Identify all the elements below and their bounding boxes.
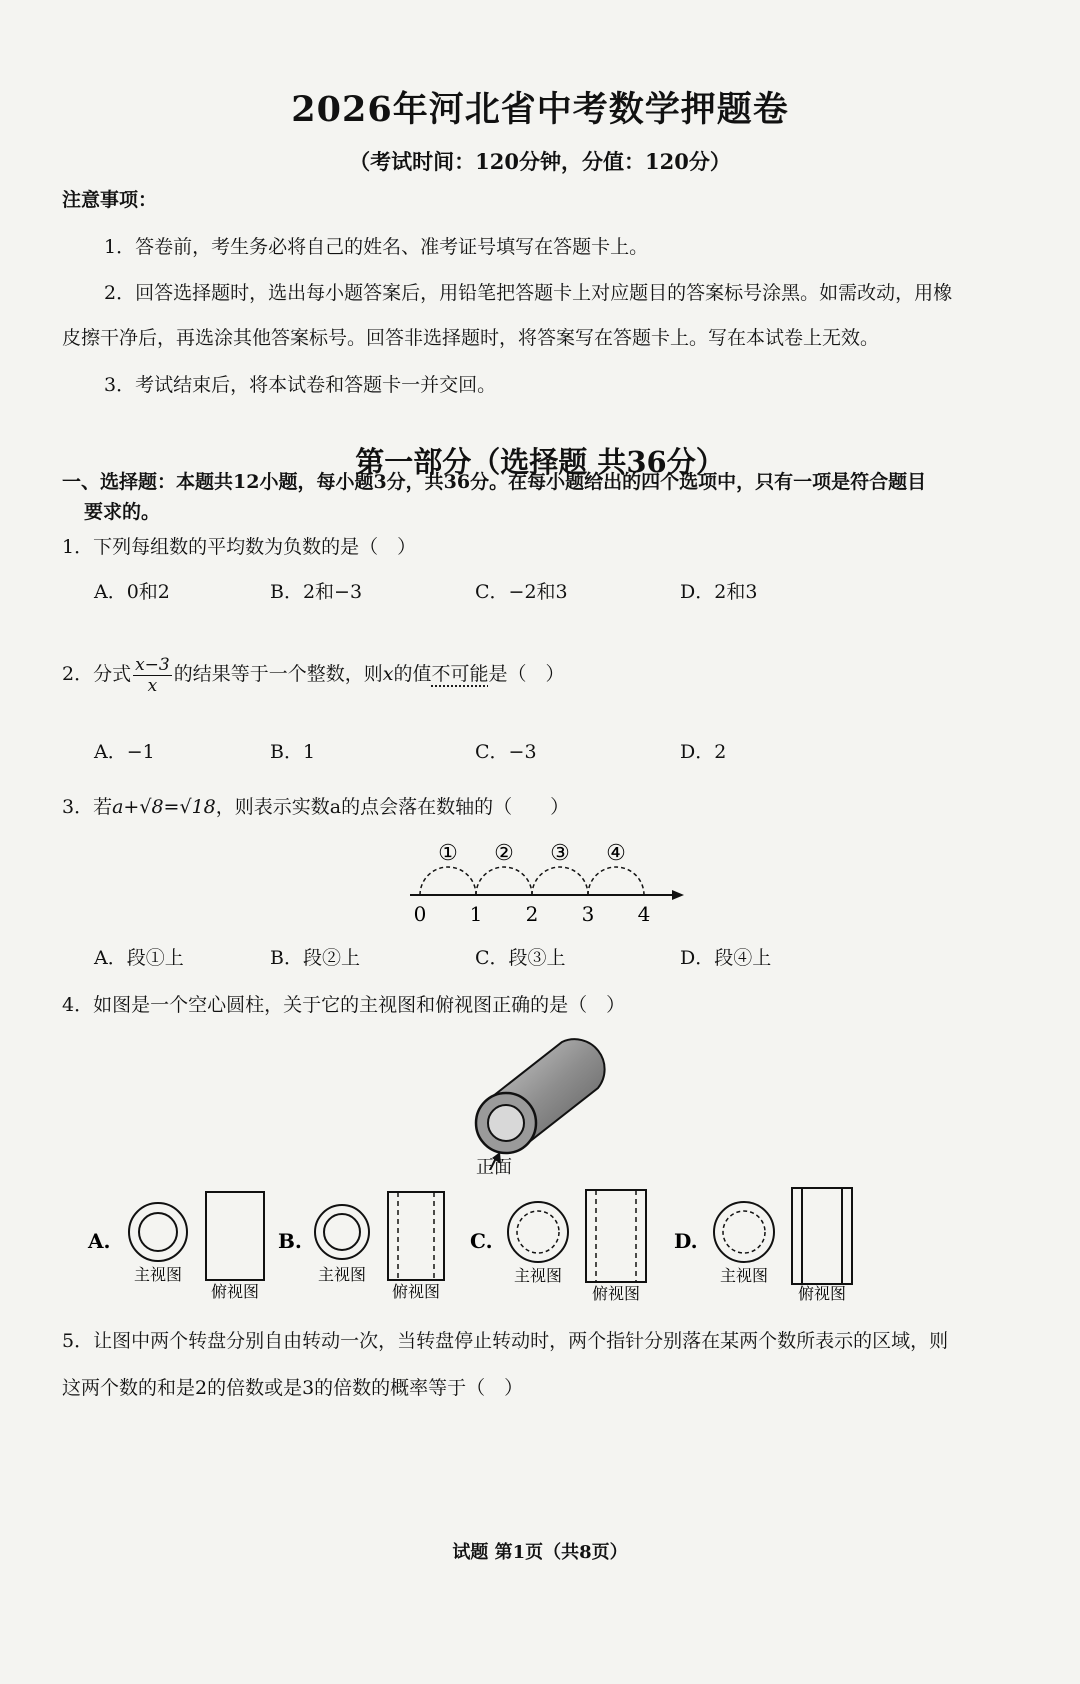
q4-c-main-inner-circle (517, 1211, 559, 1253)
q2-mid: 的结果等于一个整数，则 (173, 663, 383, 685)
q4-d-main-label: 主视图 (719, 1266, 769, 1285)
q4-b-main-label: 主视图 (317, 1265, 367, 1284)
hollow-cylinder-figure (470, 1030, 620, 1170)
q3-stem (62, 792, 569, 819)
q4-a-top-label: 俯视图 (210, 1282, 260, 1301)
q3-option-b: B．段②上 (270, 947, 360, 969)
q4-option-b-label: B. (278, 1229, 302, 1253)
q5-stem-line1: 5．让图中两个转盘分别自由转动一次，当转盘停止转动时，两个指针分别落在某两个数所表示的区域，则 (62, 1330, 949, 1352)
section-intro-line1: 一、选择题：本题共12小题，每小题3分，共36分。在每小题给出的四个选项中，只有一项是符合题目 (62, 471, 927, 493)
tick-label-2: 2 (525, 902, 539, 926)
q2-prefix: 2．分式 (62, 663, 132, 685)
q1-stem: 1．下列每组数的平均数为负数的是（ ） (62, 536, 417, 558)
front-view-label: 正面 (476, 1157, 512, 1178)
tick-label-3: 3 (581, 902, 595, 926)
q2-option-a: A．−1 (94, 741, 155, 763)
q4-options-figure (80, 1180, 880, 1320)
exam-info: （考试时间：120分钟，分值：120分） (349, 149, 731, 174)
q4-d-top-label: 俯视图 (797, 1284, 847, 1303)
q2-option-c: C．−3 (475, 741, 537, 763)
q2-variable: x (382, 663, 394, 685)
segment-arc-3 (532, 867, 588, 895)
segment-label-1: ① (438, 841, 458, 866)
q4-a-main-label: 主视图 (133, 1265, 183, 1284)
q3-option-a: A．段①上 (94, 947, 184, 969)
q5-stem-line2: 这两个数的和是2的倍数或是3的倍数的概率等于（ ） (62, 1377, 524, 1399)
q2-fraction-numerator: x−3 (135, 654, 170, 675)
segment-label-3: ③ (550, 841, 570, 866)
segment-arc-1 (420, 867, 476, 895)
q3-option-d: D．段④上 (680, 947, 772, 969)
q4-a-main-inner-circle (139, 1213, 177, 1251)
q2-mid2: 的值 (393, 663, 432, 685)
tick-label-0: 0 (413, 902, 427, 926)
q4-b-main-inner-circle (324, 1214, 360, 1250)
segment-arc-4 (588, 867, 644, 895)
tick-label-1: 1 (469, 902, 483, 926)
notice-item-2-line2: 皮擦干净后，再选涂其他答案标号。回答非选择题时，将答案写在答题卡上。写在本试卷上无效。 (62, 327, 880, 349)
q4-a-main-outer-circle (129, 1203, 187, 1261)
q4-b-top-rect (388, 1192, 444, 1280)
q4-d-main-inner-circle (723, 1211, 765, 1253)
q3-expression: a+√8=√18 (112, 796, 216, 818)
q2-emphasis: 不可能 (431, 663, 489, 685)
notice-item-3: 3．考试结束后，将本试卷和答题卡一并交回。 (104, 374, 497, 396)
q2-fraction-denominator: x (147, 675, 158, 696)
q2-suffix: 是（ ） (488, 663, 565, 685)
section-intro-line2: 要求的。 (84, 501, 161, 523)
number-line-arrow (672, 890, 684, 900)
notice-item-2-line1: 2．回答选择题时，选出每小题答案后，用铅笔把答题卡上对应题目的答案标号涂黑。如需改动，用橡 (104, 282, 953, 304)
segment-label-4: ④ (606, 841, 626, 866)
page-title: 2026年河北省中考数学押题卷 (291, 89, 789, 130)
q4-c-top-label: 俯视图 (591, 1284, 641, 1303)
segment-arc-2 (476, 867, 532, 895)
q4-option-c-label: C. (470, 1229, 493, 1253)
q4-option-a-label: A. (88, 1229, 111, 1253)
q4-b-top-label: 俯视图 (391, 1282, 441, 1301)
q3-option-c: C．段③上 (475, 947, 566, 969)
notice-item-1: 1．答卷前，考生务必将自己的姓名、准考证号填写在答题卡上。 (104, 236, 649, 258)
q1-option-a: A．0和2 (94, 581, 170, 603)
q4-stem: 4．如图是一个空心圆柱，关于它的主视图和俯视图正确的是（ ） (62, 994, 626, 1016)
tick-label-4: 4 (637, 902, 651, 926)
q2-option-d: D．2 (680, 741, 727, 763)
cylinder-hole (488, 1105, 524, 1141)
page-footer: 试题 第1页（共8页） (452, 1542, 628, 1563)
q4-option-d-label: D. (674, 1229, 698, 1253)
number-line-figure (400, 835, 690, 930)
q3-suffix: ，则表示实数a的点会落在数轴的（ ） (215, 796, 570, 818)
q2-fraction (133, 655, 172, 696)
q1-option-c: C．−2和3 (475, 581, 568, 603)
segment-label-2: ② (494, 841, 514, 866)
q3-prefix: 3．若 (62, 796, 113, 818)
q2-stem (62, 654, 565, 696)
q4-c-top-rect (586, 1190, 646, 1282)
q4-a-top-rect (206, 1192, 264, 1280)
q4-c-main-label: 主视图 (513, 1266, 563, 1285)
notice-heading: 注意事项： (62, 189, 158, 211)
q2-option-b: B．1 (270, 741, 316, 763)
q1-option-d: D．2和3 (680, 581, 758, 603)
section-heading: 第一部分（选择题 共36分） (355, 445, 725, 479)
q1-option-b: B．2和−3 (270, 581, 363, 603)
